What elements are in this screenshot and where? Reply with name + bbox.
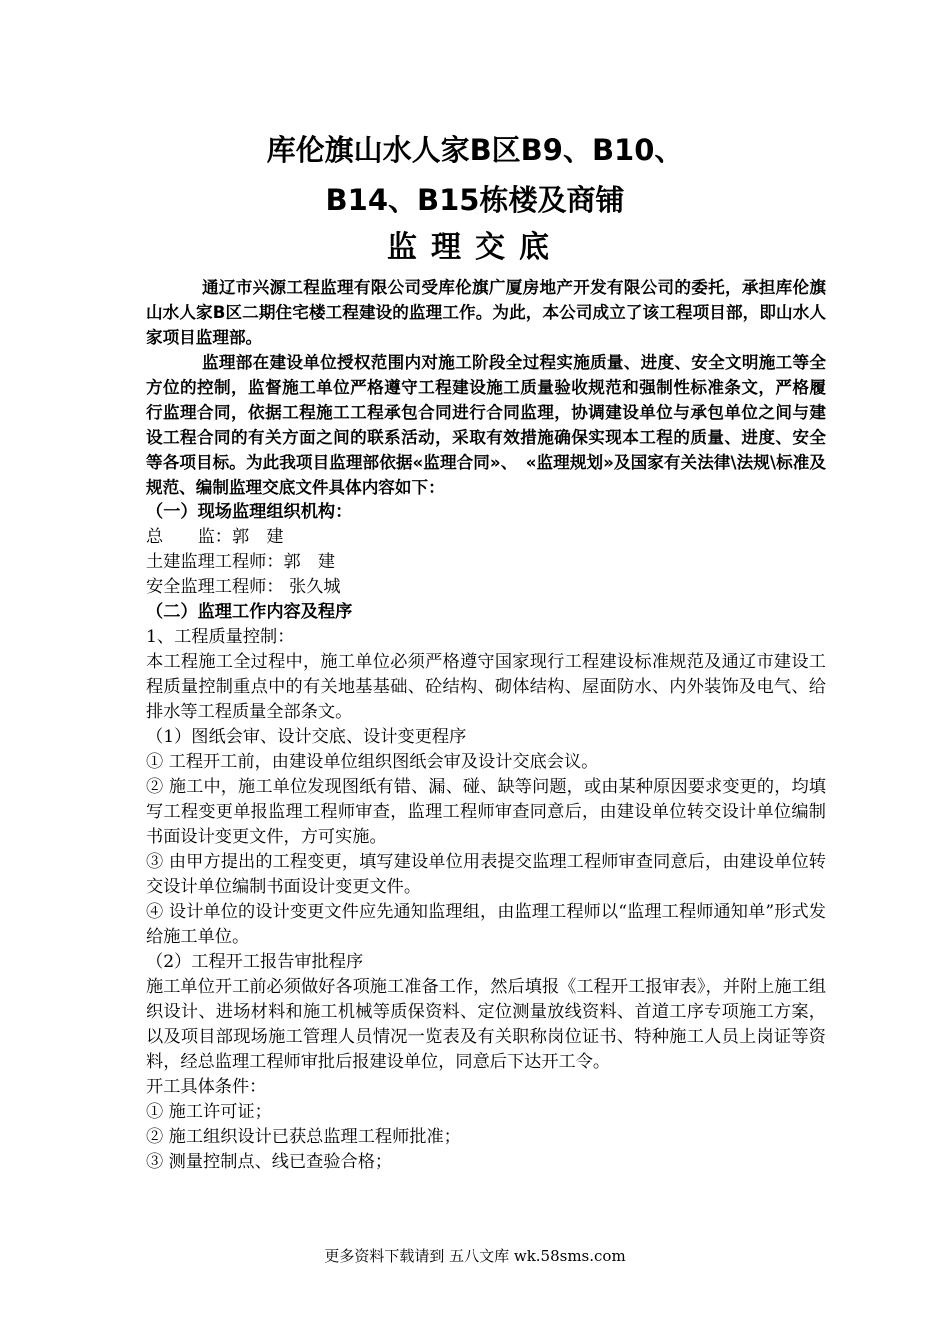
condition-item: ① 施工许可证；	[146, 1102, 272, 1122]
item-1-text: 本工程施工全过程中，施工单位必须严格遵守国家现行工程建设标准规范及通辽市建设工程质量控制重点中的有关地基基础、砼结构、砌体结构、屋面防水、内外装饰及电气、给排水等工程质量全部条文。	[146, 652, 826, 722]
intro-paragraph-2: 监理部在建设单位授权范围内对施工阶段全过程实施质量、进度、安全文明施工等全方位的控制，监督施工单位严格遵守工程建设施工质量验收规范和强制性标准条文，严格履行监理合同，依据工程施工工程承包合同进行合同监理，协调建设单位与承包单位之间与建设工程合同的有关方面之间的联系活动，采取有效措施确保实现本工程的质量、进度、安全等各项目标。为此我项目监理部依据«监理合同»、 «监理规划»及国家有关法律\法规\标准及规范、编制监理交底文件具体内容如下：	[146, 353, 826, 497]
sub-1-point: ④ 设计单位的设计变更文件应先通知监理组，由监理工程师以“监理工程师通知单”形式发给施工单位。	[146, 902, 826, 947]
item-1-heading: 1、工程质量控制：	[146, 627, 295, 647]
intro-paragraph-1: 通辽市兴源工程监理有限公司受库伦旗广厦房地产开发有限公司的委托，承担库伦旗山水人家B区二期住宅楼工程建设的监理工作。为此，本公司成立了该工程项目部，即山水人家项目监理部。	[146, 278, 826, 347]
title-line-2: B14、B15栋楼及商铺	[325, 183, 625, 217]
staff-civil-engineer: 土建监理工程师：郭 建	[146, 552, 336, 572]
sub-1-point: ① 工程开工前，由建设单位组织图纸会审及设计交底会议。	[146, 752, 599, 772]
condition-item: ② 施工组织设计已获总监理工程师批准；	[146, 1127, 461, 1147]
sub-1-point: ③ 由甲方提出的工程变更，填写建设单位用表提交监理工程师审查同意后，由建设单位转交设计单位编制书面设计变更文件。	[146, 852, 826, 897]
sub-2-heading: （2）工程开工报告审批程序	[146, 952, 364, 972]
section-1-heading: （一）现场监理组织机构：	[146, 502, 353, 522]
staff-chief-supervisor: 总 监：郭 建	[146, 527, 284, 547]
footer-text: 更多资料下载请到 五八文库 wk.58sms.com	[324, 1247, 626, 1265]
section-2-heading: （二）监理工作内容及程序	[146, 602, 353, 622]
sub-1-point: ② 施工中，施工单位发现图纸有错、漏、碰、缺等问题，或由某种原因要求变更的，均填写工程变更单报监理工程师审查，监理工程师审查同意后，由建设单位转交设计单位编制书面设计变更文件，方可实施。	[146, 777, 826, 847]
title-line-1: 库伦旗山水人家B区B9、B10、	[266, 133, 684, 167]
conditions-heading: 开工具体条件：	[146, 1077, 267, 1097]
title-line-3: 监理交底	[387, 230, 563, 265]
document-body	[146, 275, 826, 1175]
condition-item: ③ 测量控制点、线已查验合格；	[146, 1152, 393, 1172]
sub-1-heading: （1）图纸会审、设计交底、设计变更程序	[146, 727, 467, 747]
sub-2-text: 施工单位开工前必须做好各项施工准备工作，然后填报《工程开工报审表》，并附上施工组织设计、进场材料和施工机械等质保资料、定位测量放线资料、首道工序专项施工方案，以及项目部现场施工管理人员情况一览表及有关职称岗位证书、特种施工人员上岗证等资料，经总监理工程师审批后报建设单位，同意后下达开工令。	[146, 977, 826, 1072]
staff-safety-engineer: 安全监理工程师： 张久城	[146, 577, 341, 597]
